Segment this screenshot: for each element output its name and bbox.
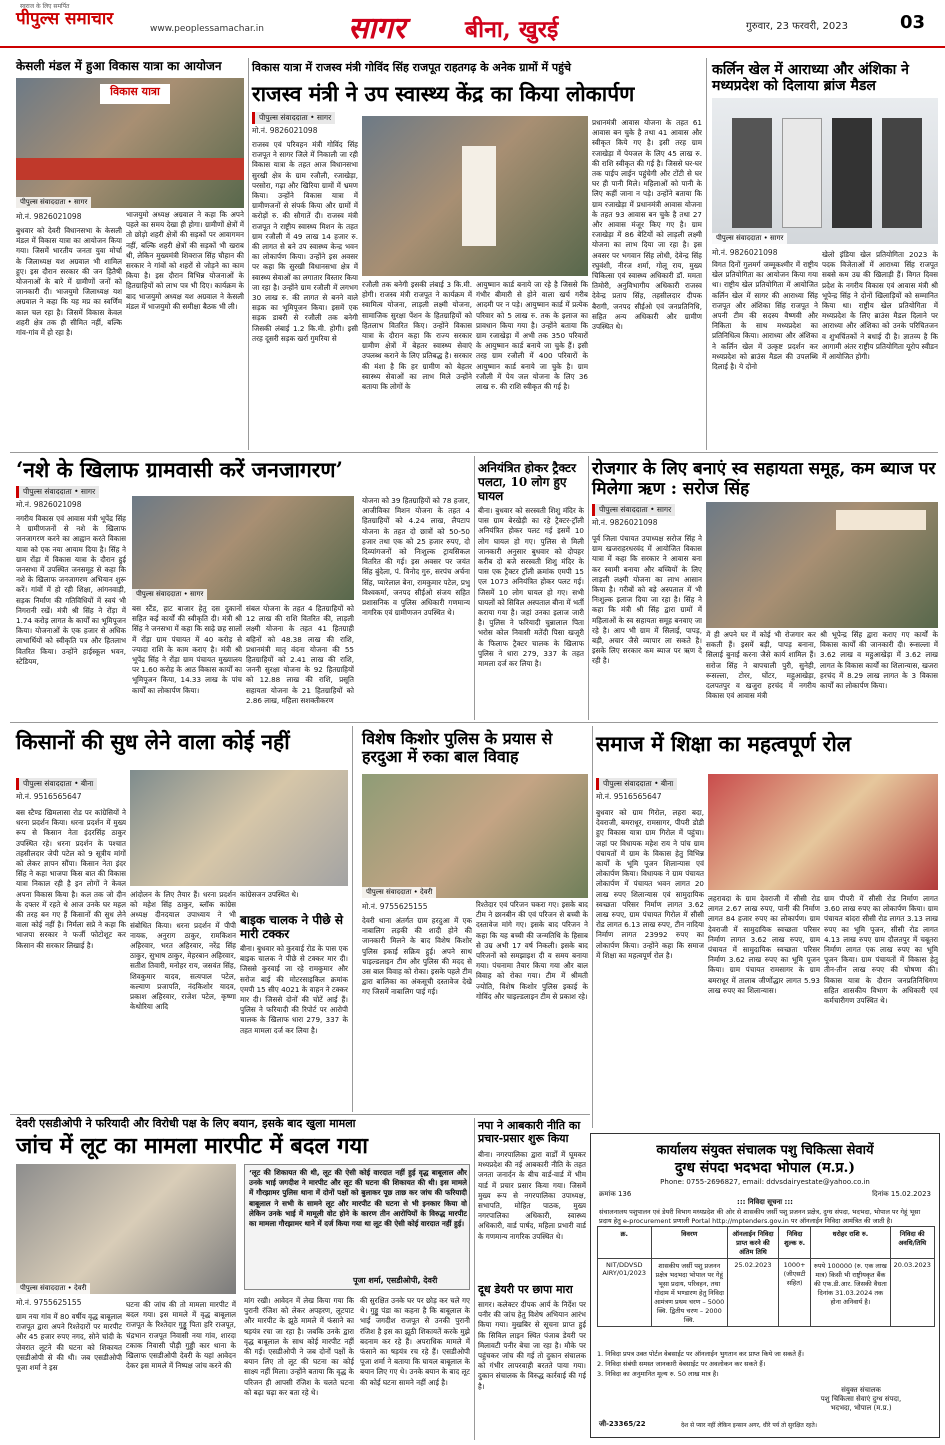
page-number: 03 xyxy=(900,12,926,33)
a11-phone: मो.नं. 9755625155 xyxy=(16,1298,82,1307)
a3-text-col1: विगत दिनों गुलमर्ग जम्मूकश्मीर में राष्ट्रीय खेल प्रतियोगिता का आयोजन किया गया था। राष्ट्रीय खेल प्रतियोगिता में आयोजित कर्लिन खेल में सागर की आराध्या सिंह राजपूत और अंशिका सिंह राजपूत ने अपनी टीम की सदस्य वैष्णवी और निकिता के साथ मध्यप्रदेश का प्रतिनिधित्व किया। आराध्या और अंशिका ने कर्लिन खेल में उत्कृष्ट प्रदर्शन कर मध्यप्रदेश को ब्राउंस मैडल की उपलब्धि दिलाई है। ये दोनो xyxy=(712,260,818,372)
a6-text-col2: में ही अपने घर में कोई भी रोजगार कर सकती हैं। इसमें बड़ी, पापड़ बनाना, सिलाई बुनाई करना जैसे कार्य शामिल हैं। सरोज सिंह ने बापचाली पुरी, सुनेही, रूसल्ला, टोरर, घोंटर, महुआखेड़ा, दलपतपुर व खजुरा हरचंद में नगरीय विकास एवं आवास मंत्री xyxy=(706,630,816,701)
ad-signature xyxy=(791,1386,931,1413)
a7-text-col3: कांग्रेसजन उपस्थित थे। xyxy=(240,890,299,899)
website-link[interactable]: www.peoplessamachar.in xyxy=(150,24,264,34)
a11-photo xyxy=(16,1164,236,1294)
a2-text-col4: प्रधानमंत्री आवास योजना के तहत 61 आवास बन चुके है तथा 41 आवास और स्वीकृत किये गए है। इसी तरह ग्राम रजाखेड़ा में पेयजल के लिए 45 लाख रु. की राशि स्वीकृत की गई है। जिससे घर-घर तक पाईप लाईन पहुंचेगी और टोंटी से घर घर ही पानी मिले। महिलाओं को पानी के लिए कहीं जाना न पड़े। उन्होंने बताया कि ग्राम रजाखेड़ा में प्रधानमंत्री आवास योजना के तहत 93 आवास बन चुके है तथा 27 और आवास मंजूर किए गए है। ग्राम रजाखेड़ा में 86 बेटियों को लाड़ली लक्ष्मी योजना का लाभ दिया जा रहा है। इस अवसर पर भगवान सिंह लोधी, देवेन्द्र सिंह रघुवंशी, नीरज शर्मा, गोलू राय, मुख्य चिकित्सा एवं स्वास्थ्य अधिकारी डॉ. ममता तिमोरी, अनुविभागीय अधिकारी राजस्व देवेन्द्र प्रताप सिंह, तहसीलदार दीपक बैरागी, जनपद सीईओ एवं जनप्रतिनिधि, सहित अन्य अधिकारी और ग्रामीण उपस्थित थे। xyxy=(592,118,702,332)
ad-sign-1: संयुक्त संचालक xyxy=(841,1386,881,1394)
a1-phone: मो.नं. 9826021098 xyxy=(16,212,82,221)
a1-text-col1: बुधवार को देवरी विधानसभा के केसली मंडल में विकास यात्रा का आयोजन किया गया। जिसमें भारतीय जनता युवा मोर्चा के जिलाध्यक्ष यश अग्रवाल भी शामिल हुए। इस दौरान सरकार की जन हितैषी योजनाओं के बारे में ग्रामीणों जनों को जानकारी दी। भाजयुमो जिलाध्यक्ष यश अग्रवाल ने कहा कि यह मप्र का स्वर्णिम काल चल रहा है। जिसमें विकास केवल शहरी क्षेत्र तक ही सीमित नहीं, बल्कि गांव-गांव में हो रहा है। xyxy=(16,226,122,338)
a11-text-col2: घटना की जांच की तो मामला मारपीट में बदल गया। इस मामले में वृद्ध बाबूलाल राजपूत के रिश्तेदार गुड्डू पिता हरि राजपूत, चंद्रभान राजपूत निवासी नया गांव, शारदा टकाक निवासी पौड़ी गुड्डी कार थाना के खिलाफ एसडीओपी देवरी के यहां आवेदन देकर इस मामले में निष्पक्ष जांच करने की xyxy=(126,1300,236,1371)
a6-phone: मो.नं. 9826021098 xyxy=(592,518,658,527)
a8-photo-caption: पीपुल्स संवाददाता • देवरी xyxy=(362,887,436,898)
ad-date: दिनांक 15.02.2023 xyxy=(872,1190,931,1198)
ad-body: संचालनालय पशुपालन एवं डेयरी विभाग मध्यप्रदेश की ओर से शासकीय जर्सी पशु प्रजनन प्रक्षेत्र, दुग्ध संपदा, भदभदा, भोपाल पर गेहूं भूसा प्रदाय हेतु e-procurement प्रणाली Portal http://mptenders.gov.in पर ऑनलाईन निविदा आमंत्रित की जाती है। xyxy=(599,1208,921,1225)
a4-headline[interactable]: ‘नशे के खिलाफ ग्रामवासी करें जनजागरण’ xyxy=(16,457,343,482)
a10-text-col3: ग्राम पीपरी में सीसी रोड निर्माण लागत 3.60 लाख रुपए का लोकार्पण किया। ग्राम पंचायत बांदरा सीसी रोड लागत 3.13 लाख रुपए का भूमि पूजन, सीसी रोड लागत 4.13 लाख रुपए ग्राम दौलतपुर में चबूतरा निर्माण लागत एक लाख रुपए का भूमि पूजन किया। ग्राम पंचायतों में विकास हेतु तीन-तीन लाख रुपए की घोषणा की। विकास यात्रा के दौरान जनप्रतिनिधिगण सहित शासकीय विभाग के अधिकारी एवं कर्मचारीगण उपस्थित थे। xyxy=(824,894,938,1006)
ad-note-3: 3. निविदा का अनुमानित मूल्य रु. 50 लाख मात्र है। xyxy=(597,1370,719,1378)
a11-text-col4: की सुरक्षित उनके घर पर छोड़ कर चले गए थे। गुड्डू पंडा का कहना है कि बाबूलाल के भाई जगदीश राजपूत से उनकी पुरानी रंजिश है इस का झूठी शिकायतें करके मुझे बदनाम कर रहे हैं। अपराधिक मामले में फंसाने का षड़यंत्र रच रहे हैं। एसडीओपी पूजा शर्मा ने बताया कि घायल बाबूलाल के बयान लिए गए थे। उनके बयान के बाद लूट की कोई घटना सामने नहीं आई है। xyxy=(360,1296,470,1387)
a2-text-col3: आयुष्मान कार्ड बनाये जा रहे है जिससे कि गंभीर बीमारी से होने वाला खर्च गरीब आदमी पर न पड़े। आयुष्मान कार्ड में प्रत्येक परिवार को 5 लाख रु. तक के इलाज का प्रावधान किया गया है। उन्होंने बताया कि ग्राम रजाखेड़ा में अभी तक 350 परिवारों के आयुष्मान कार्ड बनाये जा चुके हैं। इसी तरह ग्राम रजौली में 400 परिवारों के आयुष्मान कार्ड बनाये जा चुके है। ग्राम रजौली में पेय जल योजना के लिए 36 लाख रु. की राशि स्वीकृत की गई है। xyxy=(476,280,588,392)
a7-byline: पीपुल्स संवाददाता • बीना xyxy=(16,778,97,790)
ad-note-1: 1. निविदा प्रपत्र उक्त पोर्टल वेबसाईट पर ऑनलाईन भुगतान कर प्राप्त किये जा सकते हैं। xyxy=(597,1350,804,1358)
a8-text-col2: रिश्तेदार एवं परिजन चकरा गए। इसके बाद टीम ने छानबीन की एवं परिजन से बच्ची के दस्तावेज मांगे गए। इसके बाद परिजन ने कहा कि यह बच्ची की जन्मतिथि के हिसाब से उम्र अभी 17 वर्ष निकली। इसके बाद परिजनों को समझाइश दी व समय बनाया गया। पंचनामा तैयार किया गया और बाल विवाह को रोका गया। टीम में श्रीमती ज्योति, विशेष किशोर पुलिस इकाई के गोविंद और चाइल्डलाइन टीम से प्रकाश रहे। xyxy=(476,900,588,1001)
a1-text-col2: भाजयुमो अध्यक्ष अग्रवाल ने कहा कि अपने पहले का समय देखा ही होगा। ग्रामीणों क्षेत्रों में तो छोड़ो शहरी क्षेत्रों की सड़कों पर आवागमन नहीं, बल्कि शहरी क्षेत्रों की सड़कों भी खराब थी, लेकिन मुख्यमंत्री शिवराज सिंह चौहान की सरकार ने गांवों को शहरों से जोड़ने का काम किया है। इस दौरान विभिन्न योजनाओं के हितग्राहियों को लाभ पत्र भी दिए। कार्यक्रम के बाद भाजयुमो अध्यक्ष यश अग्रवाल ने केसली मंडल में भाजयुमो की समीक्षा बैठक भी ली। xyxy=(126,210,244,311)
logo-tagline: स्वराज के लिए समर्पित xyxy=(20,3,70,10)
a13-text: सागर। कलेक्टर दीपक आर्य के निर्देश पर पनीर की जांच हेतु विशेष अभियान आरंभ किया गया। मुखबिर से सूचना प्राप्त हुई कि सिविल लाइन स्थित पंजाब डेयरी पर मिलावटी पनीर बेचा जा रहा है। मौके पर पहुंचकर जांच की गई तो दुकान संचालक को गंभीर लापरवाही बरतते पाया गया। दुकान संचालक के विरुद्ध कार्रवाई की गई है। xyxy=(478,1300,586,1391)
tender-ad[interactable] xyxy=(590,1133,940,1438)
ad-ref-no: क्रमांक 136 xyxy=(599,1190,632,1198)
a3-photo-caption: पीपुल्स संवाददाता • सागर xyxy=(712,233,787,244)
ad-note-2: 2. निविदा संबंधी समस्त जानकारी वेबसाईट पर अवलोकन कर सकते हैं। xyxy=(597,1360,766,1368)
a12-headline[interactable]: नपा ने आबकारी नीति का प्रचार-प्रसार शुरू किया xyxy=(478,1119,581,1145)
a8-headline[interactable]: विशेष किशोर पुलिस के प्रयास से हरदुआ में रुका बाल विवाह xyxy=(362,729,553,767)
ad-footer-text: देश से प्यार नहीं लेकिन इन्सान अगर, धीरे पर्य तो सुरक्षित रहते। xyxy=(681,1422,818,1429)
a6-headline[interactable]: रोजगार के लिए बनाएं स्व सहायता समूह, कम ब्याज पर मिलेगा ऋण : सरोज सिंह xyxy=(592,459,936,499)
ad-th-sno: क्र. xyxy=(598,1227,652,1259)
a5-text: बीना। बुधवार को सरस्वती शिशु मंदिर के पास ग्राम बेरखेड़ी का रहे ट्रैक्टर-ट्रॉली अनियंत्रित होकर पलट गई इसमें 10 लोग घायल हो गए। पुलिस से मिली जानकारी अनुसार बुधवार को दोपहर करीब दो बजे सरस्वती शिशु मंदिर के पास एक ट्रैक्टर ट्रॉली क्रमांक एमपी 15 एल 1073 अनियंत्रित होकर पलट गई। जिसमें 10 लोग घायल हो गए। सभी घायलों को सिविल अस्पताल बीना में भर्ती कराया गया है। जहां उनका इलाज जारी है। पुलिस ने फरियादी चुन्नालाल पिता भरोस कोल निवासी मतेंदी पिसा खजूरी के फिलाफ ट्रैक्टर चालक के खिलाफ पुलिस ने धारा 279, 337 के तहत मामला दर्ज कर लिया है। xyxy=(478,506,584,669)
a3-text-col2: खेलो इंडिया खेल प्रतियोगिता 2023 के पदक विजेताओं में आराध्या सिंह राजपूत सबसे कम उम्र की खिलाड़ी हैं। विगत दिवस प्रदेश के नगरीय विकास एवं आवास मंत्री श्री भूपेन्द्र सिंह ने दोनों खिलाड़ियों को सम्मानित किया था। राष्ट्रीय खेल प्रतियोगिता में मध्यप्रदेश के लिए ब्राउंस मैडल दिलाने पर आराध्या और अंशिका को उनके परिचितजन व शुभचिंतकों ने बधाई दी है। ज्ञातव्य है कि आगामी अंतर राष्ट्रीय प्रतियोगिता यूरोप स्वीडन में आयोजित होगी। xyxy=(822,250,938,362)
a1-photo xyxy=(16,78,244,208)
a8-phone: मो.नं. 9755625155 xyxy=(362,902,428,911)
a11-photo-caption: पीपुल्स संवाददाता • देवरी xyxy=(16,1283,90,1294)
ad-th-fee: निविदा शुल्क रु. xyxy=(778,1227,810,1259)
ad-sign-3: भदभदा, भोपाल (म.प्र.) xyxy=(830,1404,892,1412)
a4-text-col4: योजना को 39 हितग्राहियों को 78 हजार, आजीविका मिशन योजना के तहत 4 हितग्राहियों को 4.24 लाख, लैपटाप योजना के तहत दो छात्रों को 50-50 हजार तथा एक को 25 हजार रुपए, दो दिव्यांगजनों को निःशुल्क ट्रायसिकल वितरित की गई। इस अवसर पर जयंत सिंह बुंदेला, पं. विनोद गुरु, सरपंच अर्चना सिंह, प्यारेलाल बेना, रामकुमार पटेल, प्रभु विश्वकर्मा, जनपद सीईओ संजय सहित प्रशासनिक व पुलिस अधिकारी गणमान्य नागरिक एवं ग्रामीणजन उपस्थित थे। xyxy=(362,496,470,618)
a11-headline[interactable]: जांच में लूट का मामला मारपीट में बदल गया xyxy=(16,1133,368,1159)
ad-tender-table xyxy=(597,1226,935,1327)
ad-td-nit: NIT/DDVSD AIRY/01/2023 xyxy=(598,1259,652,1327)
ad-th-validity: निविदा की अवधि/तिथि xyxy=(890,1227,935,1259)
a7-text-col2: आंदोलन के लिए तैयार हैं। धरना प्रदर्शन को महेश सिंह ठाकुर, ब्लॉक कांग्रेस अध्यक्ष दीनदयाल उपाध्याय ने भी संबोधित किया। धरना प्रदर्शन में पीपी नायक, अनुराग ठाकुर, रामकिशन अहिरवार, भरत अहिरवार, नरेंद्र सिंह ठाकुर, सुभाष ठाकुर, मेहरबान अहिरवार, सतीश तिवारी, मनोहर राय, जसवंत सिंह, शिवकुमार यादव, सत्यपाल पटेल, कल्याण प्रजापति, नंदकिशोर यादव, प्रकाश अहिरवार, राजेश पटेल, कृष्णा केथोरिया आदि xyxy=(130,890,236,1012)
a2-text-col2: रजौली तक बनेगी इसकी लंबाई 3 कि.मी. होगी। राजस्व मंत्री राजपूत ने कार्यक्रम में स्वामित्व योजना, लाड़ली लक्ष्मी योजना, सामाजिक सुरक्षा पेंशन के हितग्राहियों को हितलाभ वितरित किए। उन्होंने विकास यात्रा के दौरान कहा कि राज्य सरकार ग्रामीण क्षेत्रों में बेहतर स्वास्थ्य सेवाएं उपलब्ध कराने के लिए प्रतिबद्ध है। सरकार की मंशा है कि हर ग्रामीण को बेहतर स्वास्थ्य सेवाओं का लाभ मिले उन्होंने बताया कि लोगों के xyxy=(362,280,472,392)
a10-byline: पीपुल्स संवाददाता • बीना xyxy=(596,778,677,790)
a2-photo xyxy=(362,116,588,276)
a12-text: बीना। नगरपालिका द्वारा वार्डों में घूमकर मध्यप्रदेश की नई आबकारी नीति के तहत जनता जनार्दन के बीच वार्ड-वार्ड में भीम यार्ड में प्रचार प्रसार किया गया। जिसमें मुख्य रूप से नगरपालिका उपाध्यक्ष, सभापति, मोहित पाठक, मुख्य नगरपालिका अधिकारी, स्वास्थ्य अधिकारी, वार्ड पार्षद, महिला प्रभारी वार्ड के गणमान्य नागरिक उपस्थित थे। xyxy=(478,1150,586,1241)
a11-quote: ‘लूट की शिकायत की थी, लूट की ऐसी कोई वारदात नहीं हुई वृद्ध बाबूलाल और उनके भाई जगदीश ने मारपीट और लूट की घटना की शिकायत की थी। इस मामले में गौरझामर पुलिस थाना में दोनों पक्षों को बुलाकर पूछ ताछ कर जांच की फरियादी बाबूलाल ने सभी के सामने लूट और मारपीट की घटना से भी इनकार किया वो लेकिन उनके भाई में मामूली वोट होने के कारण तीन आरोपियों के विरुद्ध मारपीट का मामला गौरझामर थाने में दर्ज किया गया था लूट की ऐसी कोई वारदात नहीं हुई। xyxy=(249,1168,467,1229)
a11-text-col3: मांग रखी। आवेदन में लेख किया गया कि पुरानी रंजिश को लेकर अपहरण, लूटपाट और मारपीट के झूठे मामले में फंसाने का षड़यंत्र रचा जा रहा है। जबकि उनके द्वारा वृद्ध बाबूलाल के साथ कोई मारपीट नहीं की गई। एसडीओपी ने जब दोनों पक्षों के बयान लिए तो लूट की घटना का कोई साक्ष्य नहीं मिला। उन्होंने बताया कि वृद्ध के परिजन ही आपसी रंजिश के चलते घटना को बढ़ा चढ़ा कर बता रहे थे। xyxy=(244,1296,354,1397)
ad-notice: ::: निविदा सूचना ::: xyxy=(737,1198,793,1206)
a3-photo xyxy=(712,98,938,244)
ad-td-desc: शासकीय जर्सी पशु प्रजनन प्रक्षेत्र भदभदा भोपाल पर गेहूं भूसा प्रदाय, परिवहन, तथा गोदाम में भण्डारण हेतु निविदा आमंत्रण प्रथम चरण – 5000 क्वि. द्वितीय चरण – 2000 क्वि. xyxy=(651,1259,727,1327)
ad-td-validity: 20.03.2023 xyxy=(890,1259,935,1327)
a2-kicker: विकास यात्रा में राजस्व मंत्री गोविंद सिंह राजपूत राहतगढ़ के अनेक ग्रामों में पहुंचे xyxy=(252,61,571,74)
a9-text: बीना। बुधवार को कुरवाई रोड के पास एक बाइक चालक ने पीछे से टक्कर मार दी। जिससे कुरवाई जा रहे रामकुमार और सरोज बाई की मोटरसाइकिल क्रमांक एमपी 15 सीए 4021 के वाहन ने टक्कर मार दी। जिससे दोनों की चोटें आई हैं। पुलिस ने फरियादी की रिपोर्ट पर आरोपी चालक के खिलाफ धारा 279, 337 के तहत मामला दर्ज कर लिया है। xyxy=(240,944,348,1035)
ad-th-lastdate: ऑनलाईन निविदा प्राप्त करने की अंतिम तिथि xyxy=(727,1227,778,1259)
a10-text-col1: बुधवार को ग्राम गिरोल, लहरा बदा, देवराजी, बमराधूर, रामसागर, पीपरी डोडी हुए विकास यात्रा ग्राम गिरोल में पहुंचा। जहां पर विधायक महेश राय ने पांच ग्राम पंचायतों में ग्राम के विकास हेतु विभिन्न कार्यों के भूमि पूजन शिलान्यास एवं लोकार्पण किया। विधायक ने ग्राम पंचायत लोकार्पण में पंचायत भवन लागत 20 लाख रुपए शिलान्यास एवं सामुदायिक स्वच्छता परिसर निर्माण लागत 3.62 लाख रुपए, ग्राम पंचायत गिरोल में सीसी रोड लागत 6.13 लाख रुपए, टीन नादिया निर्माण लागत 23992 रुपए का लोकार्पण किया। उन्होंने कहा कि समाज में शिक्षा का महत्वपूर्ण रोल है। xyxy=(596,808,704,960)
a4-photo-caption: पीपुल्स संवाददाता • सागर xyxy=(132,589,207,600)
a11-text-col1: ग्राम नया गांव में 80 वर्षीय वृद्ध बाबूलाल राजपूत द्वारा अपने रिश्तेदारों पर मारपीट और 45 हजार रुपए नगद, सोने चांदी के जेवरात लूटने की घटना को शिकायत एसडीओपी से की थी। जब एसडीओपी पूजा शर्मा ने इस xyxy=(16,1312,122,1373)
newspaper-logo[interactable]: पीपुल्स समाचार xyxy=(16,9,114,29)
a6-text-col1: पूर्व जिला पंचायत उपाध्यक्ष सरोज सिंह ने ग्राम खजराहरधरवंद में आयोजित विकास यात्रा में कहा कि सरकार ने आवास बना कर स्वामी बनाया और बच्चियों के लिए लाड़ली लक्ष्मी योजना का लाभ आसान किया है। गरीबों को बड़े अस्पताल में भी निःशुल्क इलाज दिया जा रहा है। सिंह ने कहा कि मंत्री श्री सिंह द्वारा ग्रामों में महिलाओं के स्व सहायता समूह बनवाए जा रहे है। आप भी ग्राम में सिलाई, पापड़, बड़ी, अचार जैसे व्यापार ला सकते है। इसके लिए सरकार कम ब्याज पर ऋण दे रही है। xyxy=(592,534,702,666)
a10-photo xyxy=(708,774,938,890)
a10-phone: मो.नं. 9516565647 xyxy=(596,792,662,801)
ad-th-desc: विवरण xyxy=(651,1227,727,1259)
a8-photo xyxy=(362,774,588,898)
a11-quote-author: पूजा शर्मा, एसडीओपी, देवरी xyxy=(353,1276,438,1285)
a6-text-col3: श्री भूपेन्द्र सिंह द्वारा कराए गए कार्यों के विकास कार्यों की जानकारी दी। रूसल्ला में 3.62 लाख व महुआखेड़ा में 3.62 लाख लागत के विकास कार्यों का शिलान्यास, खजरा हरचंद में 8.29 लाख लागत के 3 विकास कार्यों का लोकार्पण किया। xyxy=(820,630,938,691)
a4-text-col3: संबल योजना के तहत 4 हितग्राहियों को 12 लाख की राशि वितरित की, लाड़ली लक्ष्मी योजना के तहत 41 हितग्राही बहिनों को 48.38 लाख की राशि, प्रधानमंत्री मातृ वंदना योजना की 55 हितग्राहियों को 2.41 लाख की राशि, जननी सुरक्षा योजना के 92 हितग्राहियों को 12.88 लाख की राशि, प्रसूति सहायता योजना के 21 हितग्राहियों को 2.86 लाख, महिला सशक्तीकरण xyxy=(246,604,354,705)
a2-byline: पीपुल्स संवाददाता • सागर xyxy=(252,112,335,124)
a4-byline: पीपुल्स संवाददाता • सागर xyxy=(16,486,99,498)
a4-photo xyxy=(132,496,354,600)
a2-phone: मो.नं. 9826021098 xyxy=(252,126,318,135)
ad-td-emd: रुपये 100000 (रु. एक लाख मात्र) किसी भी राष्ट्रीयकृत बैंक की एफ.डी.आर. जिसकी वैधता दिनांक 31.03.2024 तक होना अनिवार्य है। xyxy=(811,1259,890,1327)
a4-phone: मो.नं. 9826021098 xyxy=(16,500,82,509)
a7-photo xyxy=(130,770,348,886)
ad-contact: Phone: 0755-2696827, email: ddvsdairyestate@yahoo.co.in xyxy=(660,1178,870,1186)
a2-headline[interactable]: राजस्व मंत्री ने उप स्वास्थ्य केंद्र का किया लोकार्पण xyxy=(252,81,635,106)
masthead xyxy=(0,0,945,48)
a10-headline[interactable]: समाज में शिक्षा का महत्वपूर्ण रोल xyxy=(596,731,851,756)
ad-th-emd: धरोहर राशि रु. xyxy=(811,1227,890,1259)
ad-sign-2: पशु चिकित्सा सेवाएं दुग्ध संपदा, xyxy=(820,1395,902,1403)
issue-date: गुरुवार, 23 फरवरी, 2023 xyxy=(746,21,848,32)
a7-text-col1: बस स्टैण्ड खिमलासा रोड पर कांग्रेसियों ने धरना प्रदर्शन किया। धरना प्रदर्शन में मुख्य रूप से किसान नेता इंदरसिंह ठाकुर उपस्थित रहे। धरना प्रदर्शन के पश्चात तहसीलदार जेपी पटेल को 9 सूत्रीय मांगों को लेकर ज्ञापन सौंपा। किसान नेता इंदर सिंह ने कहा भाजपा किस बात की विकास यात्रा निकाल रही है इन लोगों ने केवल अपना विकास किया है। कल तक जो दीन के दफ्तर में रहते थे आज उनके घर महल की तरह बन गए हैं किसानों की सुध लेने वाला कोई नहीं है। निर्मला सप्रे ने कहा कि भाजपा सरकार ने फर्जी फोटोशूट कर किसान की सरकार लिखाई है। xyxy=(16,808,126,950)
a1-photo-caption: पीपुल्स संवाददाता • सागर xyxy=(16,197,91,208)
a6-byline: पीपुल्स संवाददाता • सागर xyxy=(592,504,675,516)
a4-text-col2: बस स्टैंड, हाट बाजार हेतु दस दुकानों सहित कई कार्यों की स्वीकृति दी। मंत्री श्री सिंह ने जनसभा में कहा कि साढ़े छह सालों में रोंड़ा ग्राम पंचायत में 40 करोड़ से ज्यादा राशि के काम कराए है। मंत्री श्री भूपेंद्र सिंह ने रोंड़ा ग्राम पंचायत मुख्यालय पर 1.60 करोड़ के आठ विकास कार्यों का भूमिपूजन किया, 14.33 लाख के पांच कार्यों का लोकार्पण किया। xyxy=(132,604,242,695)
ad-td-fee: 1000+ (जीएसटी सहित) xyxy=(778,1259,810,1327)
a1-photo-banner: विकास यात्रा xyxy=(100,84,170,104)
section-cities: बीना, खुरई xyxy=(465,16,559,43)
a5-headline[interactable]: अनियंत्रित होकर ट्रैक्टर पलटा, 10 लोग हुए घायल xyxy=(478,461,576,503)
a13-headline[interactable]: दूध डेयरी पर छापा मारा xyxy=(478,1283,573,1296)
a4-text-col1: नगरीय विकास एवं आवास मंत्री भूपेंद्र सिंह ने ग्रामीणजनों से नशे के खिलाफ जनजागरण करने का आह्वान करते विकास यात्रा को एक नया आयाम दिया है। सिंह ने ग्राम रोंड़ा में विकास यात्रा के दौरान हुई जनसभा में उपस्थित जनसमूह से कहा कि नशे के खिलाफ जनजागरण अभियान शुरू करें। गांवों में हो रही शिक्षा, आंगनवाड़ी, सड़क निर्माण की गतिविधियों में स्वयं भी निगरानी रखें। मंत्री श्री सिंह ने रोंड़ा में 1.74 करोड़ लागत के कार्यों का भूमिपूजन किया। योजनाओं के एक हजार से अधिक लाभार्थियों को स्वीकृति पत्र और हितलाभ वितरित किया। उन्होंने हाईस्कूल भवन, स्टेडियम, xyxy=(16,514,126,666)
a9-headline[interactable]: बाइक चालक ने पीछे से मारी टक्कर xyxy=(240,913,343,941)
a6-photo xyxy=(706,502,938,628)
a7-headline[interactable]: किसानों की सुध लेने वाला कोई नहीं xyxy=(16,729,290,754)
ad-title-1: कार्यालय संयुक्त संचालक पशु चिकित्सा सेवायें xyxy=(656,1143,874,1158)
a3-headline[interactable]: कर्लिन खेल में आराध्या और अंशिका ने मध्यप्रदेश को दिलाया ब्रांज मैडल xyxy=(712,62,909,95)
a2-text-col1: राजस्व एवं परिवहन मंत्री गोविंद सिंह राजपूत ने सागर जिले में निकाली जा रही विकास यात्रा के तहत आज विधानसभा सुरखी क्षेत्र के ग्राम रजौली, रजाखेड़ा, परसोरा, गढ़ा और खिरिया ग्रामों में भ्रमण किया। उन्होंने विकास यात्रा में ग्रामीणजनों से संपर्क किया और ग्रामों में करोड़ों रु. की सौगातें दी। राजस्व मंत्री राजपूत ने राष्ट्रीय स्वास्थ्य मिशन के तहत ग्राम रजौली में 49 लाख 14 हजार रु. की लागत से बने उप स्वास्थ्य केन्द्र भवन का लोकार्पण किया। उन्होंने इस अवसर पर कहा कि सुरखी विधानसभा क्षेत्र में स्वास्थ्य सेवाओं का लगातार विस्तार किया जा रहा है। उन्होंने ग्राम रजौली में लगभग 30 लाख रु. की लागत से बनने वाले सड़क का भूमिपूजन किया। इसमें एक सड़क डाबरी से रजौली तक बनेगी जिसकी लंबाई 1.2 कि.मी. होगी। इसी तरह दूसरी सड़क खर्रा गुमरिया से xyxy=(252,140,358,343)
ad-footer-code: जी-23365/22 xyxy=(599,1420,646,1428)
a10-text-col2: लहरावदा के ग्राम देवराजी में सीसी रोड लागत 2.67 लाख रुपए, पानी की निर्माण लागत 84 हजार रुपए का लोकार्पण। ग्राम देवराजी में सामुदायिक स्वच्छता परिसर निर्माण लागत 3.62 लाख रुपए, ग्राम पंचायत में सामुदायिक स्वच्छता परिसर निर्माण 3.62 लाख रुपए का भूमि पूजन किया। ग्राम पंचायत रामसागर के ग्राम बमराधूर में तालाब जीर्णोद्धार लागत 5.93 लाख रुपए का शिलान्यास। xyxy=(708,894,820,995)
ad-title-2: दुग्ध संपदा भदभदा भोपाल (म.प्र.) xyxy=(675,1160,855,1176)
a3-phone: मो.नं. 9826021098 xyxy=(712,248,778,257)
section-title: सागर xyxy=(348,11,406,46)
ad-td-lastdate: 25.02.2023 xyxy=(727,1259,778,1327)
a11-kicker: देवरी एसडीओपी ने फरियादी और विरोधी पक्ष के लिए बयान, इसके बाद खुला मामला xyxy=(16,1117,356,1130)
a8-text-col1: देवरी थाना अंतर्गत ग्राम हरदुआ में एक नाबालिग लड़की की शादी होने की जानकारी मिलने के बाद विशेष किशोर पुलिस इकाई सक्रिय हुई। अपने साथ चाइल्डलाइन टीम और पुलिस की मदद से उस बाल विवाह को रोका। इसके पहले टीम द्वारा बालिका का अंकसूची दस्तावेज देखे गए जिसमें नाबालिग पाई गई। xyxy=(362,916,472,997)
a1-headline[interactable]: केसली मंडल में हुआ विकास यात्रा का आयोजन xyxy=(16,59,222,73)
a11-quote-box xyxy=(244,1164,470,1290)
a7-phone: मो.नं. 9516565647 xyxy=(16,792,82,801)
